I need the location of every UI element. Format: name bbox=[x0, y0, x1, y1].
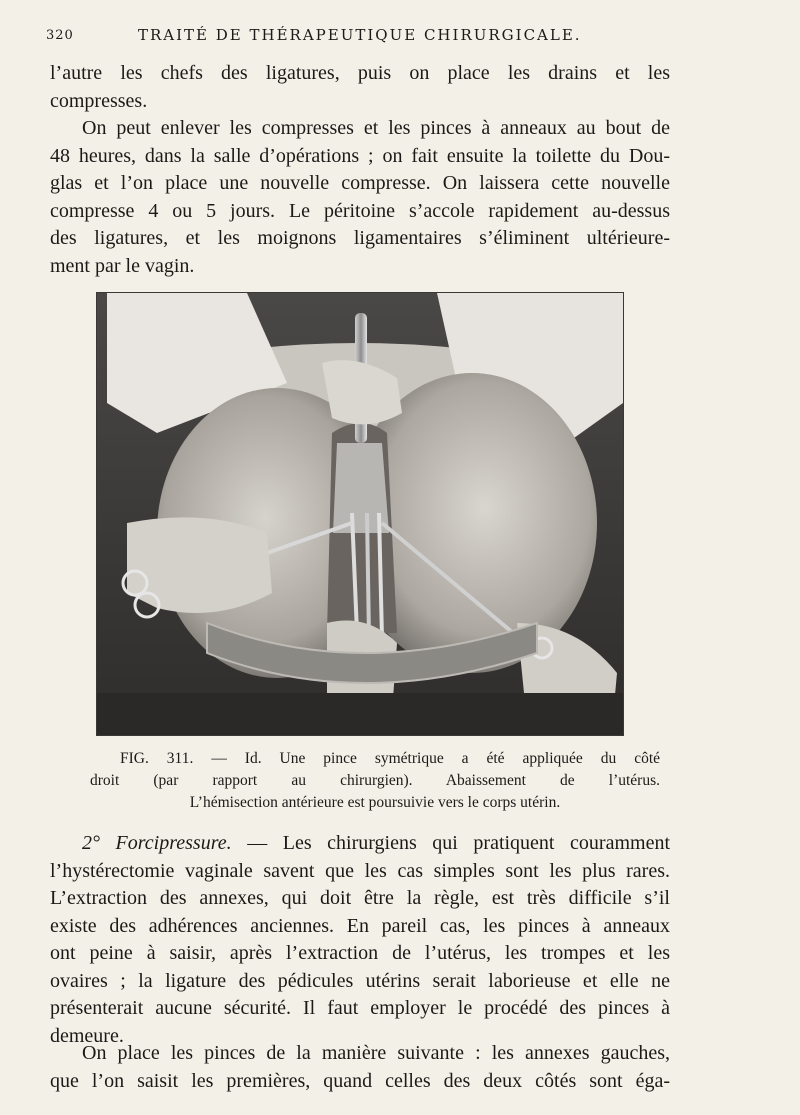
section-heading: 2° Forcipressure. bbox=[82, 832, 232, 854]
text-line: On peut enlever les compresses et les pinces à anneaux au bout de bbox=[82, 117, 670, 139]
illustration-drawing bbox=[97, 293, 623, 735]
caption-text: — Id. Une pince symétrique a été appliquée du côté bbox=[211, 750, 661, 767]
caption-line bbox=[90, 748, 660, 770]
paragraph-3 bbox=[50, 830, 670, 1050]
text-line: glas et l’on place une nouvelle compresse. On laissera cette nouvelle bbox=[50, 172, 670, 194]
text-line: demeure. bbox=[50, 1024, 124, 1047]
caption-line: droit (par rapport au chirurgien). Abaissement de l’utérus. bbox=[90, 772, 660, 789]
text-line: On place les pinces de la manière suivante : les annexes gauches, bbox=[82, 1042, 670, 1064]
figure-label: FIG. 311. bbox=[120, 750, 194, 767]
text-line: compresses. bbox=[50, 89, 148, 112]
text-line-rest: — Les chirurgiens qui pratiquent couramment bbox=[247, 832, 670, 854]
text-line: 48 heures, dans la salle d’opérations ; on fait ensuite la toilette du Dou- bbox=[50, 144, 670, 167]
text-line bbox=[50, 830, 670, 858]
text-line: existe des adhérences anciennes. En pareil cas, les pinces à anneaux bbox=[50, 914, 670, 937]
surgical-illustration bbox=[96, 292, 624, 736]
page-header bbox=[46, 24, 666, 48]
text-line: ont peine à saisir, après l’extraction de l’utérus, les trompes et les bbox=[50, 942, 670, 964]
text-line: des ligatures, et les moignons ligamentaires s’éliminent ultérieure- bbox=[50, 227, 670, 249]
text-line: L’extraction des annexes, qui doit être la règle, est très difficile s’il bbox=[50, 887, 670, 909]
text-line: présenterait aucune sécurité. Il faut employer le procédé des pinces à bbox=[50, 997, 670, 1019]
figure-caption bbox=[90, 748, 660, 814]
page-number: 320 bbox=[46, 28, 74, 43]
text-line: l’hystérectomie vaginale savent que les cas simples sont les plus rares. bbox=[50, 859, 670, 882]
text-line: que l’on saisit les premières, quand celles des deux côtés sont éga- bbox=[50, 1069, 670, 1092]
text-line: l’autre les chefs des ligatures, puis on place les drains et les bbox=[50, 62, 670, 84]
text-line: ment par le vagin. bbox=[50, 254, 195, 277]
paragraph-1 bbox=[50, 60, 670, 115]
caption-line: L’hémisection antérieure est poursuivie vers le corps utérin. bbox=[189, 794, 561, 811]
text-line: compresse 4 ou 5 jours. Le péritoine s’accole rapidement au-dessus bbox=[50, 199, 670, 222]
running-title: TRAITÉ DE THÉRAPEUTIQUE CHIRURGICALE. bbox=[138, 26, 582, 44]
paragraph-2 bbox=[50, 115, 670, 280]
text-line: ovaires ; la ligature des pédicules utérins serait laborieuse et elle ne bbox=[50, 969, 670, 992]
paragraph-4 bbox=[50, 1040, 670, 1095]
